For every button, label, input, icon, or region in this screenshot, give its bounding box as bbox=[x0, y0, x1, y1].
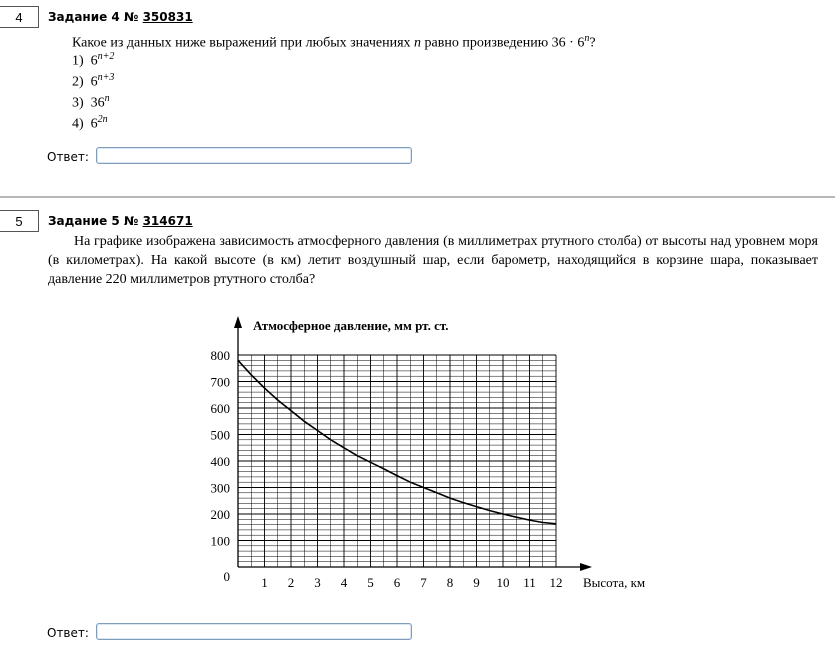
x-tick-label: 7 bbox=[420, 575, 427, 590]
answer-input[interactable] bbox=[96, 623, 412, 640]
question-part: ? bbox=[589, 35, 596, 51]
x-tick-label: 9 bbox=[473, 575, 480, 590]
y-tick-label: 500 bbox=[210, 427, 230, 443]
x-tick-label: 1 bbox=[261, 575, 268, 590]
chart-labels bbox=[211, 348, 563, 590]
x-tick-label: 3 bbox=[314, 575, 321, 590]
y-tick-label: 100 bbox=[210, 533, 230, 549]
option-label: 3) bbox=[72, 95, 84, 111]
y-tick-label: 800 bbox=[210, 348, 230, 363]
chart-grid bbox=[238, 355, 556, 567]
answer-label: Ответ: bbox=[47, 150, 89, 164]
question-exponent: n bbox=[584, 33, 590, 44]
x-tick-label: 4 bbox=[340, 575, 348, 590]
y-axis-arrow bbox=[234, 316, 242, 328]
task-title-prefix: Задание 4 № bbox=[48, 10, 143, 24]
x-tick-label: 5 bbox=[367, 575, 374, 590]
option-label: 1) bbox=[72, 53, 84, 69]
task-title-prefix: Задание 5 № bbox=[48, 214, 143, 228]
option-exponent: n+2 bbox=[97, 51, 115, 62]
x-tick-label: 11 bbox=[523, 575, 536, 590]
x-tick-label: 6 bbox=[393, 575, 401, 590]
y-tick-label: 400 bbox=[210, 454, 230, 469]
x-tick-label: 10 bbox=[496, 575, 510, 590]
task-id-link[interactable]: 314671 bbox=[142, 214, 193, 228]
x-axis-arrow bbox=[580, 563, 592, 571]
task-number-badge: 4 bbox=[0, 6, 39, 28]
option-exponent: n bbox=[104, 93, 110, 104]
task-number-badge: 5 bbox=[0, 210, 39, 232]
option-exponent: 2n bbox=[97, 114, 108, 125]
option-base: 6 bbox=[90, 116, 98, 132]
y-tick-label: 200 bbox=[210, 507, 230, 522]
option-base: 36 bbox=[90, 95, 105, 111]
question-part: равно произведению 36 · 6 bbox=[421, 35, 585, 51]
x-axis-label: Высота, км bbox=[583, 575, 646, 590]
task-id-link[interactable]: 350831 bbox=[142, 10, 193, 24]
origin-label: 0 bbox=[223, 569, 230, 584]
chart-title: Атмосферное давление, мм рт. ст. bbox=[253, 318, 449, 333]
x-tick-label: 12 bbox=[549, 575, 563, 590]
question-paragraph: На графике изображена зависимость атмосферного давления (в миллиметрах ртутного столба) от высоты над уровнем моря (в километрах). На какой высоте (в км) летит воздушный шар, если барометр, находящийся в корзине шара, показывает давление 220 миллиметров ртутного столба? bbox=[48, 234, 818, 287]
option-exponent: n+3 bbox=[97, 72, 115, 83]
x-tick-label: 2 bbox=[287, 575, 295, 590]
option-base: 6 bbox=[90, 74, 98, 90]
chart-axes bbox=[234, 316, 592, 571]
y-tick-label: 600 bbox=[210, 401, 230, 416]
y-tick-label: 700 bbox=[210, 374, 230, 390]
option-label: 4) bbox=[72, 116, 84, 132]
question-variable: n bbox=[414, 35, 422, 51]
answer-label: Ответ: bbox=[47, 626, 89, 640]
option-label: 2) bbox=[72, 74, 84, 90]
y-tick-label: 300 bbox=[210, 480, 230, 496]
x-tick-label: 8 bbox=[446, 575, 454, 590]
question-part: Какое из данных ниже выражений при любых значениях bbox=[72, 35, 415, 51]
option-base: 6 bbox=[90, 53, 98, 69]
